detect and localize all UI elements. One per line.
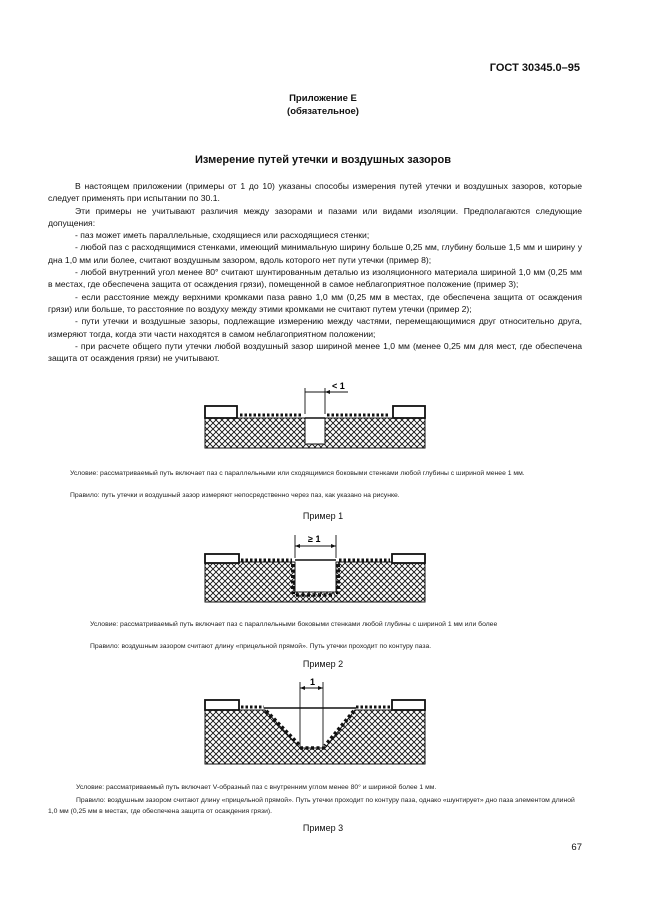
insulation-body [205,418,425,448]
insulation-body [205,710,425,764]
paragraph: - любой внутренний угол менее 80° считают шунтированным деталью из изоляционного материала шириной 1,0 мм (0,25 мм в местах, где обеспечена защита от осаждения грязи), помещенной в самое неблагоприятное положение (пример 3); [48,267,582,290]
example-3-figure [0,676,646,768]
example-2-condition [90,619,582,630]
example-3-caption: Пример 3 [302,823,344,833]
paragraph: - пути утечки и воздушные зазоры, подлежащие измерению между частями, перемещающимися друг относительно друга, измеряют тогда, когда эти части находятся в самом неблагоприятном положении; [48,316,582,339]
example-3-condition: Условие: рассматриваемый путь включает V-образный паз с внутренним углом менее 80° и шириной более 1 мм. [76,784,437,791]
paragraph: - при расчете общего пути утечки любой воздушный зазор шириной менее 1,0 мм (менее 0,25 мм для мест, где обеспечена защита от осаждения грязи) не учитывают. [48,340,582,364]
example-1-rule: Правило: путь утечки и воздушный зазор измеряют непосредственно через паз, как указано на рисунке. [70,492,400,499]
standard-header: ГОСТ 30345.0–95 [489,62,580,74]
condition-text: Условие: рассматриваемый путь включает паз с параллельными или сходящимися боковыми стенками любой глубины с шириной менее 1 мм. [70,470,525,477]
example-1-figure [0,378,646,450]
paragraph: - паз может иметь параллельные, сходящиеся или расходящиеся стенки; [75,230,370,241]
example-2-caption: Пример 2 [302,659,344,669]
appendix-heading [0,92,646,118]
condition-text: Условие: рассматриваемый путь включает паз с параллельными боковыми стенками любой глубины с шириной 1 мм или более [90,621,498,628]
section-title: Измерение путей утечки и воздушных зазоров [195,154,451,166]
paragraph: - если расстояние между верхними кромками паза равно 1,0 мм (0,25 мм в местах, где обеспечена защита от осаждения грязи) или больше, то расстояние по воздуху между этими кромками не считают путем утечки (пример 2); [48,291,582,314]
conductor-right [392,554,425,563]
body-text [48,180,582,364]
conductor-right [392,700,425,710]
paragraph: В настоящем приложении (примеры от 1 до 10) указаны способы измерения путей утечки и воздушных зазоров, которые следует применять при испытании по 30.1. [48,181,582,204]
example-1-condition [70,468,582,479]
example-2-rule: Правило: воздушным зазором считают длину «прицельной прямой». Путь утечки проходит по контуру паза. [90,643,432,650]
appendix-status: (обязательное) [287,106,359,117]
paragraph: - любой паз с расходящимися стенками, имеющий минимальную ширину больше 0,25 мм, глубину больше 1,5 мм и ширину у дна 1,0 мм или более, считают воздушным зазором, вдоль которого нет пути утечки (пример 8); [48,242,582,265]
dim-arrow [325,390,330,394]
conductor-left [205,406,237,418]
conductor-right [393,406,425,418]
conductor-left [205,700,239,710]
example-2-figure [0,530,646,610]
example-3-rule: Правило: воздушным зазором считают длину «прицельной прямой». Путь утечки проходит по контуру паза, однако «шунтирует» дно паза элементом длиной 1,0 мм (0,25 мм в местах, где обеспечена защита от осаждения грязи). [48,797,575,815]
page-number: 67 [571,842,582,853]
appendix-title: Приложение Е [289,93,357,104]
conductor-left [205,554,239,563]
dim-label: < 1 [332,381,345,391]
dim-label: 1 [310,677,316,687]
paragraph: Эти примеры не учитывают различия между зазорами и пазами или видами изоляции. Предполагаются следующие допущения: [48,205,582,228]
dim-label: ≥ 1 [308,534,321,544]
example-1-caption: Пример 1 [302,511,344,521]
